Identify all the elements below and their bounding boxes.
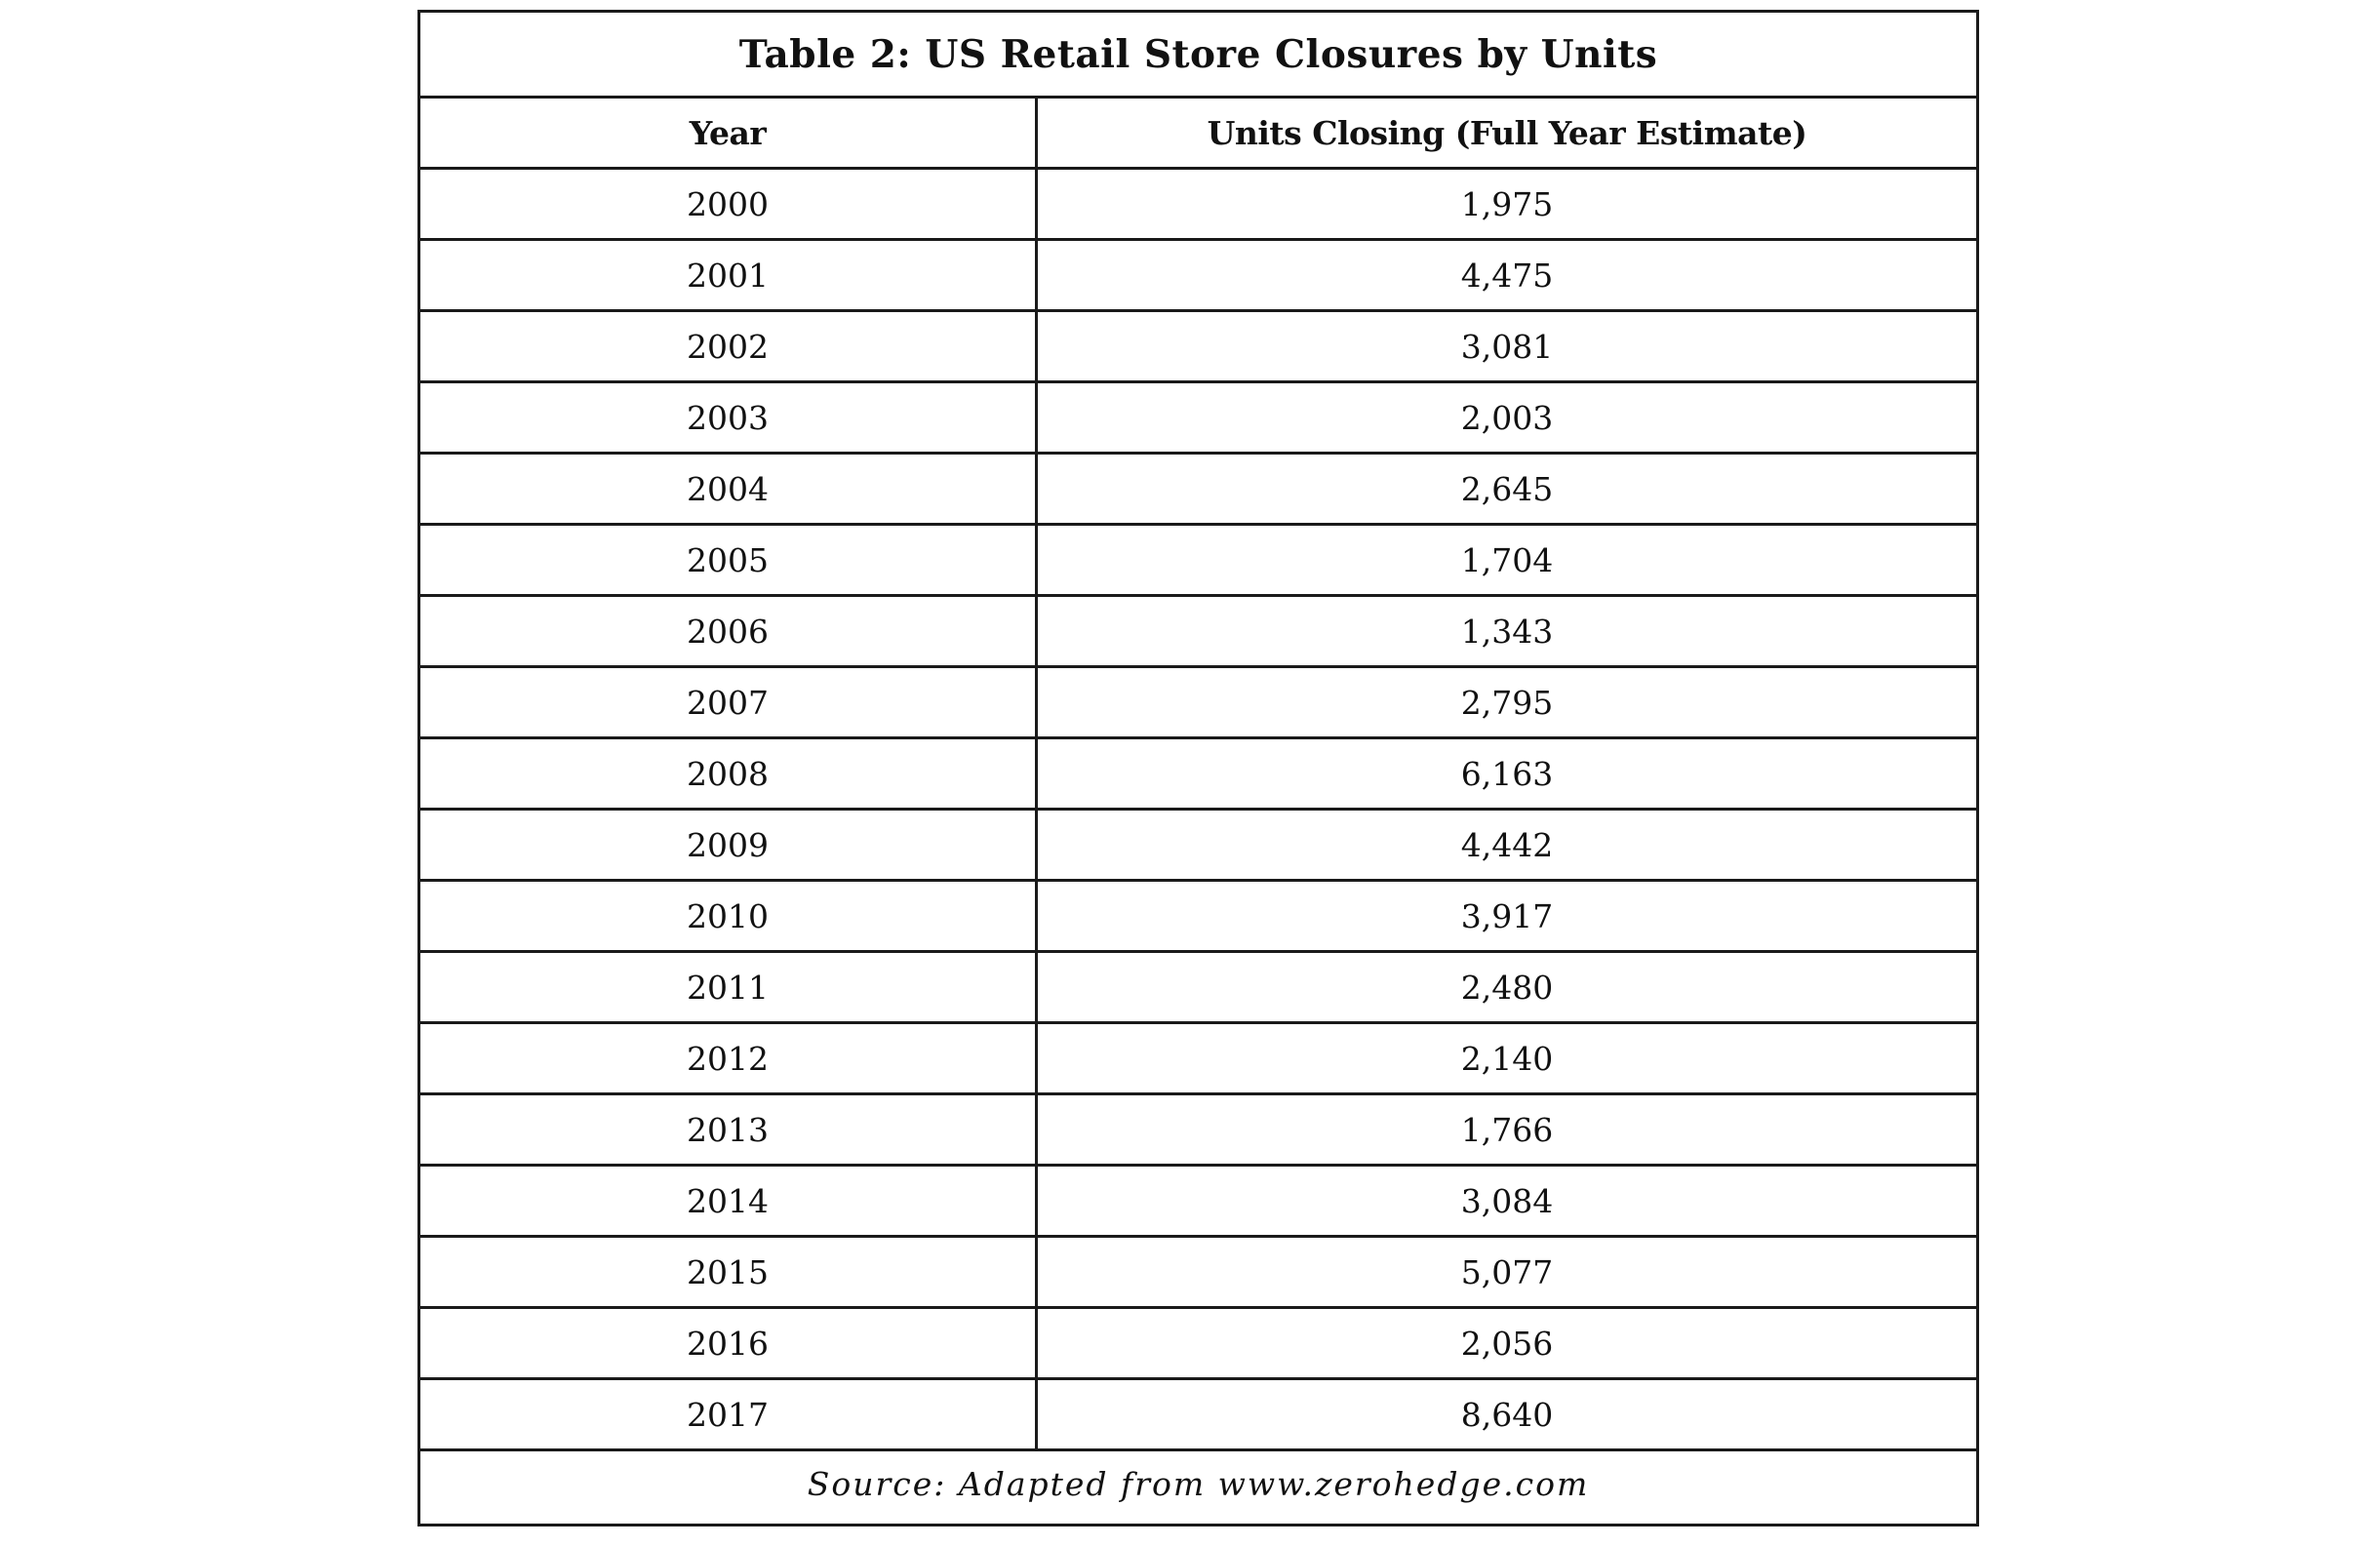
year-cell: 2012 [420, 1024, 1038, 1092]
year-cell: 2002 [420, 312, 1038, 380]
table-row [420, 241, 1976, 312]
table-row [420, 882, 1976, 953]
table-row [420, 1095, 1976, 1167]
units-cell: 2,795 [1460, 683, 1554, 722]
table-title: Table 2: US Retail Store Closures by Units [420, 13, 1976, 99]
year-cell: 2014 [420, 1167, 1038, 1235]
table-row [420, 1309, 1976, 1380]
units-cell: 2,056 [1460, 1324, 1554, 1363]
column-header-year: Year [420, 99, 1038, 167]
year-cell: 2016 [420, 1309, 1038, 1377]
table-row [420, 739, 1976, 811]
units-cell: 1,766 [1460, 1110, 1554, 1149]
units-cell: 1,975 [1460, 184, 1554, 223]
table-row [420, 1238, 1976, 1309]
units-cell: 3,081 [1460, 327, 1554, 366]
year-cell: 2005 [420, 526, 1038, 594]
year-cell: 2011 [420, 953, 1038, 1021]
data-table [417, 10, 1979, 1526]
units-cell: 8,640 [1460, 1395, 1554, 1434]
source-note: Source: Adapted from www.zerohedge.com [807, 1464, 1590, 1503]
year-cell: 2009 [420, 811, 1038, 879]
year-cell: 2004 [420, 455, 1038, 523]
year-cell: 2006 [420, 597, 1038, 665]
table-row [420, 811, 1976, 882]
table-row [420, 597, 1976, 668]
units-cell: 4,475 [1460, 256, 1554, 295]
units-cell: 2,480 [1460, 968, 1554, 1007]
table-row [420, 455, 1976, 526]
units-cell: 3,917 [1460, 896, 1554, 935]
units-cell: 2,003 [1460, 398, 1554, 437]
table-row [420, 953, 1976, 1024]
units-cell: 4,442 [1460, 825, 1554, 864]
year-cell: 2015 [420, 1238, 1038, 1306]
table-row [420, 668, 1976, 739]
units-cell: 1,343 [1460, 612, 1554, 651]
table-row [420, 312, 1976, 383]
year-cell: 2008 [420, 739, 1038, 808]
units-cell: 1,704 [1460, 540, 1554, 579]
year-cell: 2017 [420, 1380, 1038, 1448]
table-row [420, 170, 1976, 241]
table-row [420, 383, 1976, 455]
year-cell: 2010 [420, 882, 1038, 950]
year-cell: 2000 [420, 170, 1038, 238]
table-body [420, 170, 1976, 1451]
year-cell: 2013 [420, 1095, 1038, 1164]
column-header-units: Units Closing (Full Year Estimate) [1207, 113, 1807, 152]
table-row [420, 1380, 1976, 1451]
units-cell: 6,163 [1460, 754, 1554, 793]
table-row [420, 1167, 1976, 1238]
table-header-row [420, 99, 1976, 170]
units-cell: 2,645 [1460, 469, 1554, 508]
units-cell: 5,077 [1460, 1252, 1554, 1291]
year-cell: 2001 [420, 241, 1038, 309]
units-cell: 2,140 [1460, 1039, 1554, 1078]
table-grid [420, 99, 1976, 1451]
units-cell: 3,084 [1460, 1181, 1554, 1220]
year-cell: 2007 [420, 668, 1038, 736]
year-cell: 2003 [420, 383, 1038, 452]
table-row [420, 526, 1976, 597]
table-row [420, 1024, 1976, 1095]
